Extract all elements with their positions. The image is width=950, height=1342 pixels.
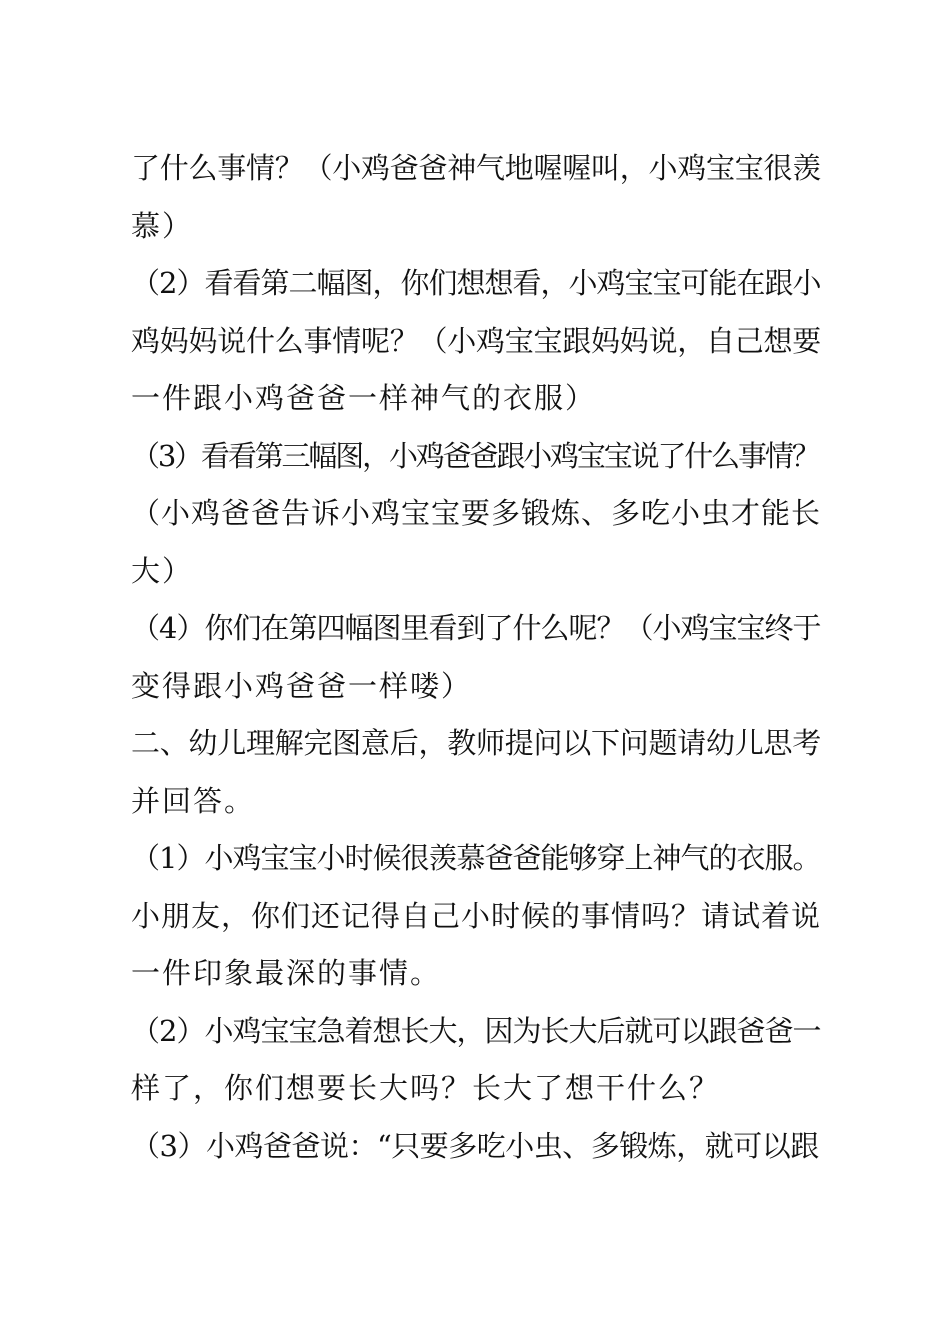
document-body bbox=[131, 140, 821, 1175]
text-line: 二、幼儿理解完图意后，教师提问以下问题请幼儿思考 bbox=[131, 726, 822, 760]
text-line: 大） bbox=[131, 553, 194, 588]
text-line: 一件印象最深的事情。 bbox=[131, 956, 442, 990]
text-line: （3）看看第三幅图，小鸡爸爸跟小鸡宝宝说了什么事情？ bbox=[131, 438, 819, 473]
text-line: 一件跟小鸡爸爸一样神气的衣服） bbox=[131, 381, 597, 415]
text-line: 变得跟小鸡爸爸一样喽） bbox=[131, 668, 473, 703]
text-line: （1）小鸡宝宝小时候很羡慕爸爸能够穿上神气的衣服。 bbox=[131, 841, 821, 875]
text-line: （2）小鸡宝宝急着想长大，因为长大后就可以跟爸爸一 bbox=[131, 1013, 821, 1048]
text-line: （4）你们在第四幅图里看到了什么呢？（小鸡宝宝终于 bbox=[131, 611, 821, 645]
text-line: 了什么事情？（小鸡爸爸神气地喔喔叫，小鸡宝宝很羡 bbox=[131, 151, 822, 185]
text-line: （2）看看第二幅图，你们想想看，小鸡宝宝可能在跟小 bbox=[131, 266, 821, 300]
text-line: 鸡妈妈说什么事情呢？（小鸡宝宝跟妈妈说，自己想要 bbox=[131, 323, 822, 358]
text-line: 慕） bbox=[131, 208, 194, 243]
text-line: 样了，你们想要长大吗？长大了想干什么？ bbox=[131, 1071, 721, 1105]
text-line: 并回答。 bbox=[131, 783, 256, 818]
text-line: 小朋友，你们还记得自己小时候的事情吗？请试着说 bbox=[131, 898, 822, 933]
text-line: （小鸡爸爸告诉小鸡宝宝要多锻炼、多吃小虫才能长 bbox=[131, 496, 822, 530]
text-line: （3）小鸡爸爸说：“只要多吃小虫、多锻炼，就可以跟 bbox=[131, 1128, 819, 1163]
